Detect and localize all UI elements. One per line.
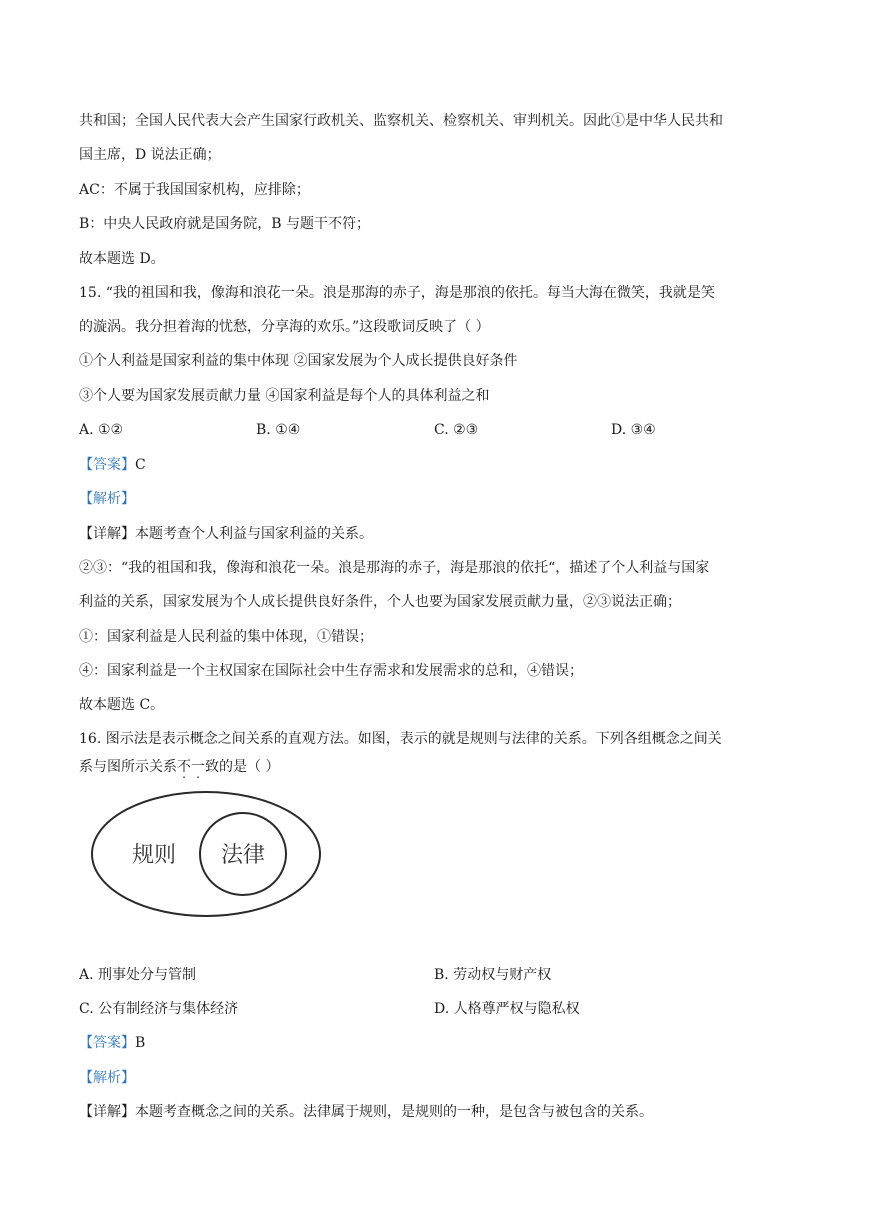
emphasis-dot-char: 不 [177, 759, 191, 775]
question-15-stem: 的漩涡。我分担着海的忧愁，分享海的欢乐。”这段歌词反映了（ ） [79, 319, 490, 335]
option-d: D. 人格尊严权与隐私权 [434, 1001, 580, 1017]
stem-text: 系与图所示关系 [79, 759, 177, 775]
detail-tag: 【详解】 [79, 526, 135, 542]
detail-text: 本题考查个人利益与国家利益的关系。 [135, 526, 373, 542]
answer-line [79, 1033, 145, 1053]
option-b: B. 劳动权与财产权 [434, 967, 552, 983]
question-16-stem: 16. 图示法是表示概念之间关系的直观方法。如图，表示的就是规则与法律的关系。下列各组概念之间关 [79, 731, 722, 747]
text-line: 共和国；全国人民代表大会产生国家行政机关、监察机关、检察机关、审判机关。因此①是中华人民共和 [79, 113, 723, 129]
detail-text: 本题考查概念之间的关系。法律属于规则，是规则的一种，是包含与被包含的关系。 [135, 1104, 653, 1120]
answer-value: C [135, 457, 146, 473]
text-line: 故本题选 D。 [79, 251, 165, 267]
analysis-line [79, 489, 135, 509]
answer-tag: 【答案】 [79, 1035, 135, 1051]
option-c: C. 公有制经济与集体经济 [79, 1001, 239, 1017]
text-line: B：中央人民政府就是国务院，B 与题干不符； [79, 216, 371, 232]
option-b: B. ①④ [256, 422, 301, 438]
answer-line [79, 455, 146, 475]
answer-tag: 【答案】 [79, 457, 135, 473]
analysis-tag: 【解析】 [79, 1070, 135, 1086]
outer-label: 规则 [131, 843, 177, 868]
explanation-line: 利益的关系，国家发展为个人成长提供良好条件，个人也要为国家发展贡献力量，②③说法正确； [79, 594, 681, 610]
explanation-line: ②③：“我的祖国和我，像海和浪花一朵。浪是那海的赤子，海是那浪的依托“，描述了个人利益与国家 [79, 560, 710, 576]
text-line: AC：不属于我国国家机构，应排除； [79, 182, 310, 198]
option-c: C. ②③ [434, 422, 479, 438]
detail-tag: 【详解】 [79, 1104, 135, 1120]
statement-line: ③个人要为国家发展贡献力量 ④国家利益是每个人的具体利益之和 [79, 388, 490, 404]
analysis-tag: 【解析】 [79, 491, 135, 507]
explanation-line: ④：国家利益是一个主权国家在国际社会中生存需求和发展需求的总和，④错误； [79, 663, 583, 679]
question-16-stem [79, 757, 279, 777]
question-15-stem: 15. “我的祖国和我，像海和浪花一朵。浪是那海的赤子，海是那浪的依托。每当大海在微笑，我就是笑 [79, 285, 715, 301]
answer-value: B [135, 1035, 146, 1051]
stem-text: 致的是（ ） [205, 759, 280, 775]
explanation-line: 故本题选 C。 [79, 697, 165, 713]
option-a: A. ①② [79, 422, 124, 438]
option-d: D. ③④ [611, 422, 656, 438]
detail-line [79, 1102, 653, 1122]
venn-diagram [88, 788, 324, 920]
statement-line: ①个人利益是国家利益的集中体现 ②国家发展为个人成长提供良好条件 [79, 353, 518, 369]
text-line: 国主席，D 说法正确； [79, 147, 221, 163]
analysis-line [79, 1068, 135, 1088]
detail-line [79, 524, 373, 544]
option-a: A. 刑事处分与管制 [79, 967, 197, 983]
inner-label: 法律 [220, 843, 266, 868]
emphasis-dot-char: 一 [191, 759, 205, 775]
explanation-line: ①：国家利益是人民利益的集中体现，①错误； [79, 629, 373, 645]
